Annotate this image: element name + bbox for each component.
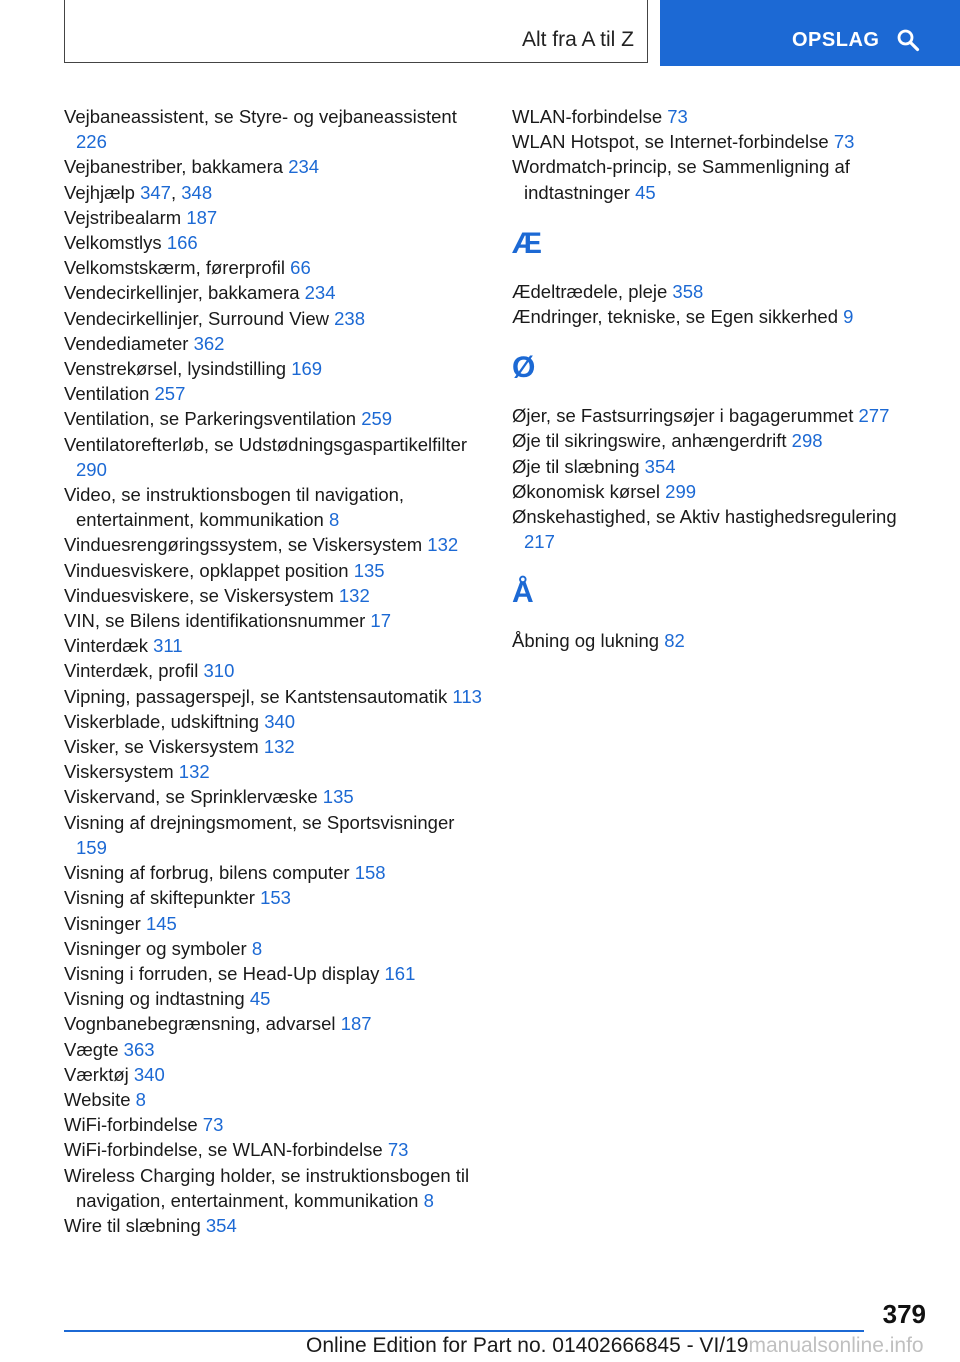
index-entry (512, 403, 932, 428)
index-entry-term: Vendecirkellinjer, bakkamera (64, 282, 300, 304)
footer-divider (64, 1330, 864, 1332)
index-letter-heading: Ø (512, 351, 536, 385)
index-entry-term: Visning af skiftepunkter (64, 887, 255, 909)
index-entry-term: Vognbanebegrænsning, advarsel (64, 1013, 336, 1035)
index-entry (64, 1037, 484, 1062)
page-reference-link[interactable]: 290 (76, 458, 107, 480)
index-entry (64, 1087, 484, 1112)
index-entry (512, 628, 932, 653)
index-entry (512, 129, 932, 154)
index-entry (64, 759, 484, 784)
index-entry-term: Åbning og lukning (512, 630, 660, 652)
index-entry-term: Vipning, passagerspejl, se Kantstensautomatik (64, 685, 448, 707)
index-entry-term: Vinduesviskere, se Viskersystem (64, 584, 334, 606)
index-entry-term: Vinterdæk (64, 635, 148, 657)
index-entry (64, 482, 484, 532)
index-entry (64, 154, 484, 179)
page-reference-link[interactable]: 348 (181, 181, 213, 203)
page-reference-link[interactable]: 73 (202, 1114, 224, 1136)
page-reference-link[interactable]: 8 (328, 509, 340, 531)
index-entry-term: WLAN Hotspot, se Internet-forbindelse (512, 131, 829, 153)
index-entry-term: Ændringer, tekniske, se Egen sikkerhed (512, 306, 838, 328)
index-entry (64, 1213, 484, 1238)
page-reference-link[interactable]: 158 (354, 862, 386, 884)
index-entry-term: Vejstribealarm (64, 206, 182, 228)
index-entry-term: Website (64, 1088, 131, 1110)
page-reference-link[interactable]: 299 (665, 480, 697, 502)
index-entry (512, 304, 932, 329)
index-entry (64, 936, 484, 961)
search-icon (896, 28, 920, 52)
page-reference-link[interactable]: 363 (123, 1038, 155, 1060)
index-entry (64, 356, 484, 381)
index-entry (512, 479, 932, 504)
page-reference-link[interactable]: 113 (452, 685, 482, 707)
section-tab[interactable] (64, 0, 648, 63)
watermark-text: manualsonline.info (748, 1334, 924, 1357)
index-entry (512, 279, 932, 304)
index-entry (64, 432, 484, 482)
page-number: 379 (882, 1299, 926, 1329)
index-entry-term: WiFi-forbindelse, se WLAN-forbindelse (64, 1139, 383, 1161)
index-column-left (64, 104, 484, 1238)
index-entry-term: Viskersystem (64, 761, 174, 783)
index-entry-term: Visning af drejningsmoment, se Sportsvisninger (64, 811, 455, 833)
page-reference-link[interactable]: 45 (249, 988, 271, 1010)
index-entry-term: Vinduesrengøringssystem, se Viskersystem (64, 534, 423, 556)
index-entry-term: Visning af forbrug, bilens computer (64, 862, 350, 884)
page-reference-link[interactable]: 234 (304, 282, 336, 304)
index-entry-term: VIN, se Bilens identifikationsnummer (64, 610, 366, 632)
edition-text: Online Edition for Part no. 01402666845 - VI/19 (306, 1334, 749, 1357)
page-reference-link[interactable]: 45 (635, 181, 656, 203)
page-reference-link[interactable]: 159 (76, 836, 107, 858)
search-button[interactable] (660, 0, 960, 66)
index-letter-heading: Æ (512, 226, 542, 260)
index-entry (512, 154, 932, 204)
index-entry (64, 734, 484, 759)
index-entry (64, 1112, 484, 1137)
index-entry (64, 532, 484, 557)
index-entry-term: Ventilation (64, 383, 150, 405)
index-entry-term: Visninger (64, 912, 141, 934)
page-reference-link[interactable]: 66 (290, 257, 311, 279)
index-entry (64, 709, 484, 734)
page-reference-link[interactable]: 358 (672, 280, 704, 302)
page-reference-link[interactable]: 73 (833, 131, 855, 153)
index-entry (64, 1137, 484, 1162)
index-entry-term: Wireless Charging holder, se instruktionsbogen til navigation, entertainment, kommunikation (64, 1164, 470, 1211)
index-entry (512, 454, 932, 479)
page-reference-link[interactable]: 166 (166, 232, 198, 254)
page-reference-link[interactable]: 8 (251, 937, 263, 959)
index-entry-term: Wire til slæbning (64, 1214, 201, 1236)
page-reference-link[interactable]: 82 (664, 630, 685, 652)
index-letter-heading: Å (512, 576, 534, 610)
index-entry (64, 1062, 484, 1087)
page-reference-link[interactable]: 73 (667, 106, 688, 127)
page-reference-link[interactable]: 354 (205, 1214, 237, 1236)
index-entry (64, 306, 484, 331)
page-reference-link[interactable]: 132 (427, 534, 459, 556)
page-reference-link[interactable]: 259 (361, 408, 393, 430)
index-entry-term: Værktøj (64, 1063, 129, 1085)
page-reference-link[interactable]: 169 (291, 358, 323, 380)
page-reference-link[interactable]: 340 (264, 710, 296, 732)
page-reference-link[interactable]: 347 (140, 181, 171, 203)
index-entry: Vejhjælp 347, 348 (64, 181, 213, 203)
page-reference-link[interactable]: 135 (322, 786, 354, 808)
index-entry (64, 406, 484, 431)
index-entry (64, 331, 484, 356)
index-entry (64, 961, 484, 986)
index-entry-term: Ønskehastighed, se Aktiv hastighedsregulering (512, 506, 897, 528)
index-entry-term: Øjer, se Fastsurringsøjer i bagagerummet (512, 405, 854, 427)
index-entry (64, 784, 484, 809)
index-entry-term: Vinduesviskere, opklappet position (64, 559, 349, 581)
index-entry-term: Viskervand, se Sprinklervæske (64, 786, 318, 808)
index-entry-term: Ædeltrædele, pleje (512, 280, 668, 302)
index-entry (64, 280, 484, 305)
page-reference-link[interactable]: 145 (145, 912, 177, 934)
index-entry (64, 255, 484, 280)
index-column-right (512, 104, 932, 654)
page-reference-link[interactable]: 135 (353, 559, 385, 581)
index-entry-term: Venstrekørsel, lysindstilling (64, 358, 287, 380)
page-reference-link[interactable]: 234 (288, 156, 320, 178)
index-entry (64, 911, 484, 936)
index-entry-term: Viskerblade, udskiftning (64, 710, 260, 732)
index-entry-term: Wordmatch-princip, se Sammenligning af indtastninger (512, 156, 850, 203)
index-entry (64, 104, 484, 154)
index-entry-term: Vejbaneassistent, se Styre- og vejbaneassistent (64, 106, 457, 127)
index-entry-term: Ventilation, se Parkeringsventilation (64, 408, 357, 430)
index-entry (64, 558, 484, 583)
index-entry (64, 633, 484, 658)
page-reference-link[interactable]: 311 (153, 635, 183, 657)
page-reference-link[interactable]: 153 (260, 887, 291, 909)
index-entry-term: Visning og indtastning (64, 988, 245, 1010)
index-entry (64, 583, 484, 608)
index-entry (64, 986, 484, 1011)
index-entry (64, 810, 484, 860)
top-navigation-bar (0, 0, 960, 66)
page-reference-link[interactable]: 238 (334, 307, 365, 329)
index-entry (512, 428, 932, 453)
page-reference-link[interactable]: 132 (178, 761, 210, 783)
index-entry-term: Økonomisk kørsel (512, 480, 661, 502)
page-reference-link[interactable]: 161 (384, 962, 416, 984)
index-entry-term: WLAN-forbindelse (512, 106, 663, 127)
page-reference-link[interactable]: 226 (76, 131, 107, 153)
index-entry-term: Visning i forruden, se Head-Up display (64, 962, 380, 984)
page-reference-link[interactable]: 354 (644, 455, 676, 477)
page-reference-link[interactable]: 217 (524, 531, 555, 553)
index-entry (64, 1163, 484, 1213)
index-entry (512, 504, 932, 554)
index-entry-term: Velkomstskærm, førerprofil (64, 257, 286, 279)
index-entry (64, 381, 484, 406)
index-entry-term: Vendecirkellinjer, Surround View (64, 307, 329, 329)
index-entry (64, 608, 484, 633)
index-entry-term: Visker, se Viskersystem (64, 736, 259, 758)
page-reference-link[interactable]: 340 (133, 1063, 165, 1085)
footer-edition (306, 1334, 924, 1358)
index-entry-term: WiFi-forbindelse (64, 1114, 198, 1136)
index-entry (64, 684, 484, 709)
index-entry (64, 1011, 484, 1036)
index-entry-term: Velkomstlys (64, 232, 162, 254)
page-reference-link[interactable]: 8 (135, 1088, 146, 1110)
page-reference-link[interactable]: 187 (340, 1013, 372, 1035)
index-entry-term: Vægte (64, 1038, 119, 1060)
page-reference-link[interactable]: 362 (193, 332, 225, 354)
index-entry (64, 205, 484, 230)
index-entry-term: Vinterdæk, profil (64, 660, 199, 682)
page-reference-link[interactable]: 132 (338, 584, 370, 606)
index-entry-term: Øje til slæbning (512, 455, 640, 477)
page-reference-link[interactable]: 9 (843, 306, 854, 328)
index-entry-term: Ventilatorefterløb, se Udstødningsgaspartikelfilter (64, 433, 468, 455)
page-reference-link[interactable]: 73 (387, 1139, 409, 1161)
page-reference-link[interactable]: 187 (186, 206, 218, 228)
index-entry (512, 104, 932, 129)
page-reference-link[interactable]: 298 (791, 430, 823, 452)
page-reference-link[interactable]: 132 (263, 736, 295, 758)
page-reference-link[interactable]: 277 (858, 405, 890, 427)
page-reference-link[interactable]: 17 (370, 610, 391, 632)
index-entry (64, 860, 484, 885)
index-entry (64, 885, 484, 910)
index-entry-term: Vejhjælp (64, 181, 135, 203)
page-reference-link[interactable]: 257 (154, 383, 186, 405)
index-entry-term: Vendediameter (64, 332, 189, 354)
section-tab-label: Alt fra A til Z (521, 28, 634, 51)
index-entry-term: Vejbanestriber, bakkamera (64, 156, 284, 178)
index-entry-term: Visninger og symboler (64, 937, 247, 959)
page-reference-link[interactable]: 8 (423, 1189, 434, 1211)
index-entry-term: Øje til sikringswire, anhængerdrift (512, 430, 787, 452)
index-entry-term: Video, se instruktionsbogen til navigation, entertainment, kommunikation (64, 484, 405, 531)
search-button-label: OPSLAG (792, 29, 880, 51)
page-reference-link[interactable]: 310 (203, 660, 235, 682)
index-entry (64, 230, 484, 255)
index-entry (64, 658, 484, 683)
